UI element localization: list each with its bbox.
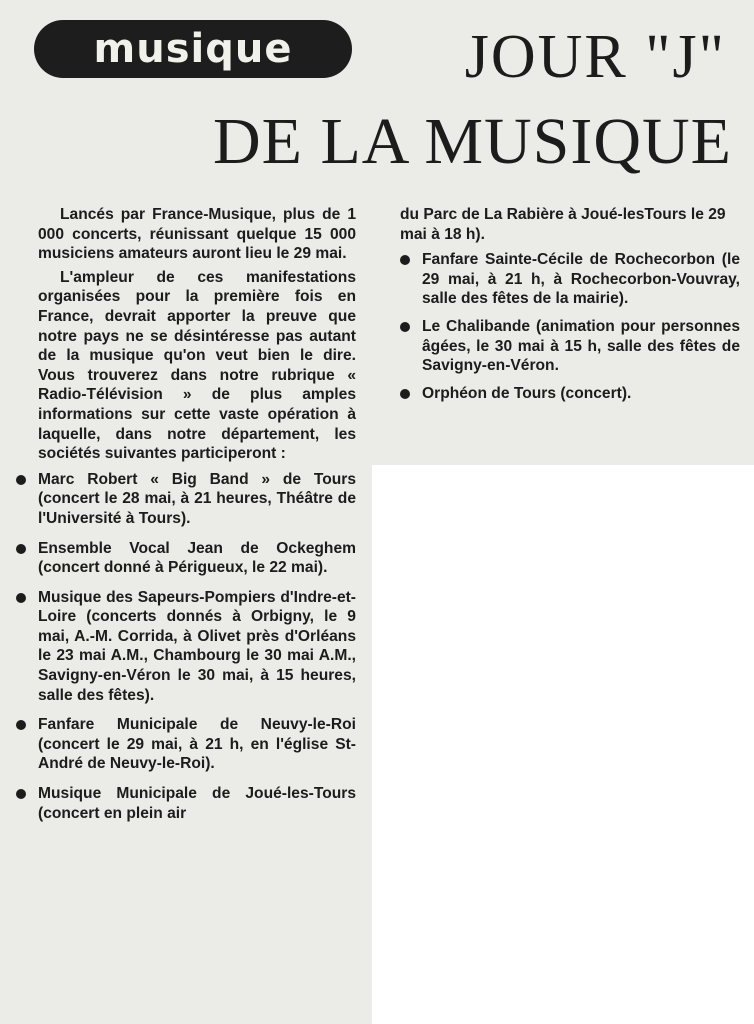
list-item: Orphéon de Tours (concert). [400, 384, 740, 404]
participants-list [38, 470, 356, 824]
right-column [400, 205, 740, 411]
section-label-pill [34, 20, 352, 78]
left-column [38, 205, 356, 833]
list-item: Musique Municipale de Joué-les-Tours (concert en plein air [38, 784, 356, 823]
section-label: musique [93, 26, 293, 72]
bullet-icon [400, 322, 410, 332]
bullet-icon [400, 389, 410, 399]
headline-line-1: JOUR "J" [464, 23, 726, 91]
bullet-icon [16, 593, 26, 603]
list-item: Musique des Sapeurs-Pompiers d'Indre-et-Loire (concerts donnés à Orbigny, le 9 mai, A.-M. Corrida, à Olivet près d'Orléans le 23 mai A.M., Chambourg le 30 mai A.M., Savigny-en-Véron le 30 mai, à 15 heures, salle des fêtes). [38, 588, 356, 706]
list-item: Fanfare Municipale de Neuvy-le-Roi (concert le 29 mai, à 21 h, en l'église St-André de Neuvy-le-Roi). [38, 715, 356, 774]
participants-list-continued [400, 250, 740, 403]
bullet-icon [16, 475, 26, 485]
intro-paragraph: L'ampleur de ces manifestations organisées pour la première fois en France, devrait apporter la preuve que notre pays ne se désintéresse pas autant de la musique qu'on veut bien le dire. Vous trouverez dans notre rubrique « Radio-Télévision » de plus amples informations sur cette vaste opération à laquelle, dans notre département, les sociétés suivantes participeront : [38, 268, 356, 463]
bullet-icon [400, 255, 410, 265]
intro-paragraph: Lancés par France-Musique, plus de 1 000 concerts, réunissant quelque 15 000 musiciens amateurs auront lieu le 29 mai. [38, 206, 356, 263]
headline-line-2: DE LA MUSIQUE [213, 105, 732, 178]
bullet-icon [16, 544, 26, 554]
list-item: Marc Robert « Big Band » de Tours (concert le 28 mai, à 21 heures, Théâtre de l'Université à Tours). [38, 470, 356, 529]
list-item: Le Chalibande (animation pour personnes âgées, le 30 mai à 15 h, salle des fêtes de Savigny-en-Véron. [400, 317, 740, 376]
list-item: Ensemble Vocal Jean de Ockeghem (concert donné à Périgueux, le 22 mai). [38, 539, 356, 578]
list-item-continuation: du Parc de La Rabière à Joué-lesTours le 29 mai à 18 h). [400, 206, 726, 243]
bullet-icon [16, 789, 26, 799]
list-item: Fanfare Sainte-Cécile de Rochecorbon (le 29 mai, à 21 h, à Rochecorbon-Vouvray, salle des fêtes de la mairie). [400, 250, 740, 309]
